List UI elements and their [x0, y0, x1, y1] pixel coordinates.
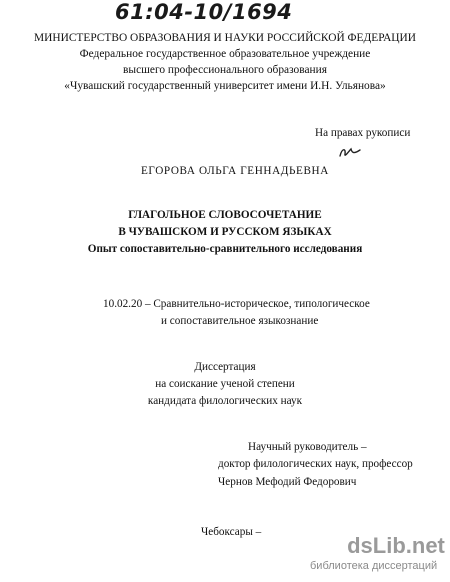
handwritten-catalog-number: 61:04-10/1694	[115, 0, 293, 24]
supervisor-name: Чернов Мефодий Федорович	[218, 476, 357, 488]
ministry-heading: МИНИСТЕРСТВО ОБРАЗОВАНИЯ И НАУКИ РОССИЙСКОЙ ФЕДЕРАЦИИ	[34, 32, 416, 44]
signature-mark	[338, 145, 362, 159]
dissertation-title-line1: ГЛАГОЛЬНОЕ СЛОВОСОЧЕТАНИЕ	[128, 209, 322, 221]
supervisor-label: Научный руководитель –	[248, 441, 367, 453]
institution-type: Федеральное государственное образовательное учреждение	[79, 48, 371, 60]
specialty-code-line: 10.02.20 – Сравнительно-историческое, типологическое	[103, 298, 370, 310]
degree-field: кандидата филологических наук	[147, 395, 303, 407]
education-level: высшего профессионального образования	[123, 64, 327, 76]
city-year: Чебоксары –	[201, 526, 262, 538]
university-name: «Чувашский государственный университет имени И.Н. Ульянова»	[64, 80, 386, 92]
dissertation-subtitle: Опыт сопоставительно-сравнительного исследования	[87, 243, 363, 255]
dslib-subtitle: библиотека диссертаций	[310, 560, 438, 572]
specialty-line2: и сопоставительное языкознание	[161, 315, 319, 327]
degree-purpose: на соискание ученой степени	[155, 378, 295, 390]
manuscript-rights: На правах рукописи	[315, 127, 411, 139]
supervisor-title: доктор филологических наук, профессор	[218, 458, 413, 470]
degree-type: Диссертация	[194, 361, 256, 373]
author-name: ЕГОРОВА ОЛЬГА ГЕННАДЬЕВНА	[141, 165, 329, 177]
dslib-watermark	[347, 533, 445, 559]
dslib-logo: dsLib.net	[347, 533, 445, 558]
dissertation-title-line2: В ЧУВАШСКОМ И РУССКОМ ЯЗЫКАХ	[118, 226, 332, 238]
